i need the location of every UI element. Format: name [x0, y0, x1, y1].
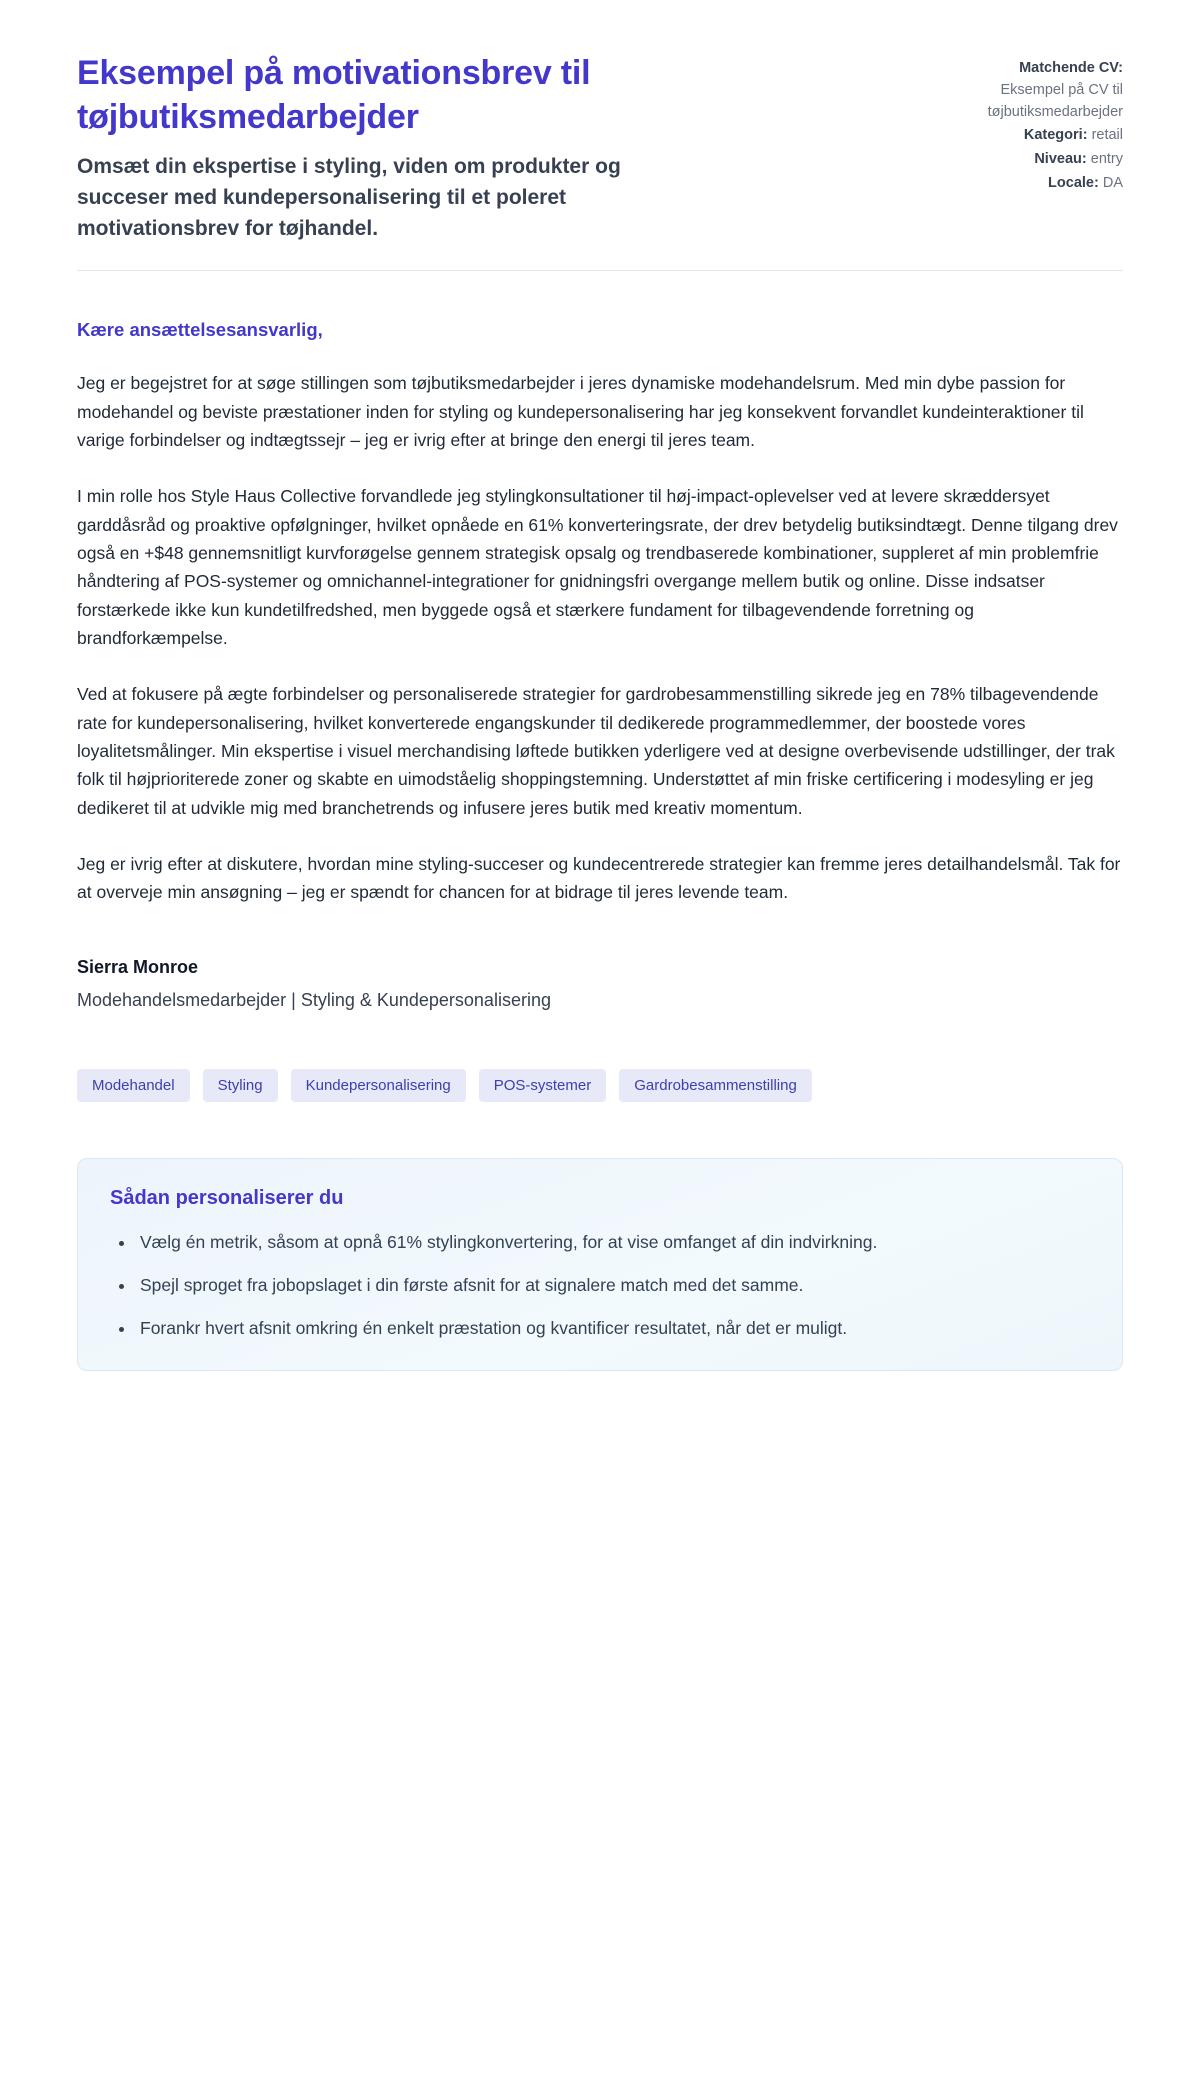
- meta-matching-cv: [953, 58, 1123, 123]
- letter-paragraph: Ved at fokusere på ægte forbindelser og personaliserede strategier for gardrobesammenstilling sikrede jeg en 78% tilbagevendende rate for kundepersonalisering, hvilket konverterede engangskunder til dedikerede programmedlemmer, der boostede vores loyalitetsmålinger. Min ekspertise i visuel merchandising løftede butikken yderligere ved at designe overbevisende udstillinger, der trak folk til højprioriterede zoner og skabte en uimodståelig shoppingstemning. Understøttet af min friske certificering i modesyling er jeg dedikeret til at udvikle mig med branchetrends og infusere jeres butik med kreativ momentum.: [77, 684, 1115, 818]
- meta-matching-cv-link[interactable]: Eksempel på CV til tøjbutiksmedarbejder: [987, 81, 1123, 120]
- signature-name: Sierra Monroe: [77, 956, 199, 977]
- meta-level-value: entry: [1090, 151, 1123, 167]
- letter-paragraph: I min rolle hos Style Haus Collective forvandlede jeg stylingkonsultationer til høj-impact-oplevelser ved at levere skræddersyet garddåsråd og proaktive opfølgninger, hvilket opnåede en 61% konverteringsrate, der drev betydelig butiksindtægt. Denne tilgang drev også en +$48 gennemsnitligt kurvforøgelse gennem strategisk opsalg og trendbaserede kombinationer, suppleret af min problemfrie håndtering af POS-systemer og omnichannel-integrationer for gnidningsfri overgange mellem butik og online. Disse indsatser forstærkede ikke kun kundetilfredshed, men byggede også et stærkere fundament for tilbagevendende forretning og brandforkæmpelse.: [77, 486, 1118, 649]
- tag-kundepersonalisering[interactable]: Kundepersonalisering: [291, 1069, 466, 1102]
- meta-locale-label: Locale:: [1048, 174, 1099, 191]
- cover-letter-body: [77, 319, 1123, 1011]
- meta-level: [953, 149, 1123, 171]
- letter-paragraph: Jeg er ivrig efter at diskutere, hvordan mine styling-succeser og kundecentrerede strategier kan fremme jeres detailhandelsmål. Tak for at overveje min ansøgning – jeg er spændt for chancen for at bidrage til jeres levende team.: [77, 854, 1121, 903]
- signature-role: Modehandelsmedarbejder | Styling & Kundepersonalisering: [77, 989, 551, 1010]
- tips-item: • Forankr hvert afsnit omkring én enkelt præstation og kvantificer resultatet, når det er muligt.: [136, 1314, 1090, 1342]
- content-container: [77, 0, 1123, 1435]
- tag-pos-systemer[interactable]: POS-systemer: [479, 1069, 607, 1102]
- letter-paragraph: Jeg er begejstret for at søge stillingen som tøjbutiksmedarbejder i jeres dynamiske modehandelsrum. Med min dybe passion for modehandel og beviste præstationer inden for styling og kundepersonalisering har jeg konsekvent forvandlet kundeinteraktioner til varige forbindelser og indtægtssejr – jeg er ivrig efter at bringe den energi til jeres team.: [77, 373, 1084, 450]
- meta-matching-cv-label: Matchende CV:: [1019, 60, 1123, 76]
- tips-title: Sådan personaliserer du: [110, 1186, 344, 1209]
- meta-category-value: retail: [1091, 127, 1123, 144]
- page-title: Eksempel på motivationsbrev til tøjbutiksmedarbejder: [77, 54, 591, 136]
- meta-category: [953, 125, 1123, 147]
- meta-panel: [953, 52, 1123, 195]
- tag-list: [77, 1069, 1123, 1102]
- personalization-tips-box: [77, 1158, 1123, 1371]
- tips-item: • Vælg én metrik, såsom at opnå 61% stylingkonvertering, for at vise omfanget af din indvirkning.: [136, 1228, 1090, 1256]
- meta-level-label: Niveau:: [1034, 151, 1087, 167]
- letter-salutation: Kære ansættelsesansvarlig,: [77, 319, 323, 341]
- header-divider: [77, 270, 1123, 271]
- meta-locale-value: DA: [1102, 174, 1123, 191]
- tips-item: • Spejl sproget fra jobopslaget i din første afsnit for at signalere match med det samme.: [136, 1271, 1090, 1299]
- meta-category-label: Kategori:: [1023, 127, 1088, 144]
- tag-modehandel[interactable]: Modehandel: [77, 1069, 190, 1102]
- page-subtitle: Omsæt din ekspertise i styling, viden om produkter og succeser med kundepersonalisering til et poleret motivationsbrev for tøjhandel.: [77, 155, 621, 241]
- tag-gardrobesammenstilling[interactable]: Gardrobesammenstilling: [619, 1069, 812, 1102]
- tips-list: [110, 1228, 1090, 1342]
- article-header: [77, 52, 1123, 244]
- header-title-block: [77, 52, 717, 244]
- tag-styling[interactable]: Styling: [203, 1069, 278, 1102]
- meta-locale: [953, 173, 1123, 195]
